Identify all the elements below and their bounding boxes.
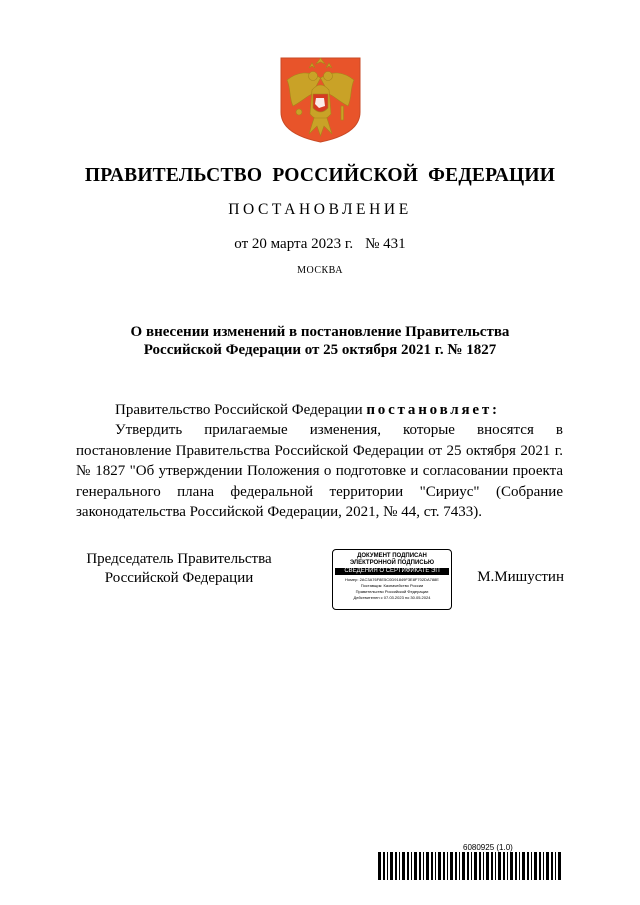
date-number-line: [0, 236, 640, 253]
barcode-bar: [383, 852, 385, 880]
barcode-bar: [495, 852, 496, 880]
barcode-bar: [527, 852, 529, 880]
barcode-bar: [443, 852, 445, 880]
document-date: от 20 марта 2023 г.: [234, 236, 354, 252]
barcode-bar: [395, 852, 397, 880]
subject-line: О внесении изменений в постановление Правительства: [130, 324, 510, 340]
barcode-bar: [531, 852, 532, 880]
barcode-bar: [431, 852, 433, 880]
barcode-bar: [539, 852, 541, 880]
barcode-bar: [407, 852, 409, 880]
document-type: ПОСТАНОВЛЕНИЕ: [228, 201, 412, 218]
barcode-bar: [455, 852, 457, 880]
barcode-bar: [419, 852, 421, 880]
barcode-bar: [402, 852, 405, 880]
stamp-serial: Номер: 2AC3A76F8E5C0D91849F3E8F702DA788E: [345, 577, 439, 582]
barcode-bar: [491, 852, 493, 880]
barcode-bar: [387, 852, 388, 880]
barcode-bar: [459, 852, 460, 880]
body-lead: Правительство Российской Федерации: [115, 402, 367, 418]
barcode-bar: [399, 852, 400, 880]
barcode-bar: [390, 852, 393, 880]
document-body: [76, 400, 563, 522]
barcode-bar: [555, 852, 556, 880]
city: МОСКВА: [297, 265, 343, 276]
position-line: Председатель Правительства: [86, 551, 272, 567]
barcode-bar: [498, 852, 501, 880]
barcode-icon: [378, 852, 564, 880]
barcode-bar: [450, 852, 453, 880]
barcode-bar: [479, 852, 481, 880]
subject-line: Российской Федерации от 25 октября 2021 г. № 1827: [143, 342, 497, 358]
stamp-title-line: ЭЛЕКТРОННОЙ ПОДПИСЬЮ: [349, 560, 435, 566]
signatory-position: [70, 550, 288, 588]
barcode-bar: [543, 852, 544, 880]
barcode-bar: [467, 852, 469, 880]
document-subject: [80, 323, 560, 359]
barcode-bar: [435, 852, 436, 880]
barcode-bar: [438, 852, 441, 880]
barcode-bar: [471, 852, 472, 880]
barcode-bar: [507, 852, 508, 880]
barcode-bar: [423, 852, 424, 880]
barcode-bar: [558, 852, 561, 880]
barcode-bar: [515, 852, 517, 880]
barcode-bar: [534, 852, 537, 880]
position-line: Российской Федерации: [104, 570, 254, 586]
barcode-bar: [447, 852, 448, 880]
barcode-bar: [510, 852, 513, 880]
government-title: ПРАВИТЕЛЬСТВО РОССИЙСКОЙ ФЕДЕРАЦИИ: [84, 165, 556, 186]
barcode-bar: [546, 852, 549, 880]
barcode-bar: [486, 852, 489, 880]
barcode-number: 6080925 (1.0): [463, 843, 513, 852]
stamp-validity: Действителен с 07.03.2023 по 30.05.2024: [353, 595, 431, 600]
barcode-bar: [503, 852, 505, 880]
barcode-bar: [522, 852, 525, 880]
resolution-verb: постановляет:: [366, 402, 500, 418]
stamp-supplier: Поставщик: Казначейство России: [360, 583, 424, 588]
stamp-cert-banner: СВЕДЕНИЯ О СЕРТИФИКАТЕ ЭП: [335, 568, 449, 575]
barcode-bar: [474, 852, 477, 880]
document-number: № 431: [365, 236, 406, 252]
stamp-title-line: ДОКУМЕНТ ПОДПИСАН: [357, 553, 427, 559]
electronic-signature-stamp: [332, 549, 452, 610]
barcode-bar: [414, 852, 417, 880]
barcode-bar: [378, 852, 381, 880]
barcode-bar: [426, 852, 429, 880]
body-paragraph: Утвердить прилагаемые изменения, которые вносятся в постановление Правительства Российской Федерации от 25 октября 2021 г. № 1827 "Об утверждении Положения о подготовке и согласовании проекта генерального плана федеральной территории "Сириус" (Собрание законодательства Российской Федерации, 2021, № 44, ст. 7433).: [76, 422, 563, 521]
barcode-bar: [551, 852, 553, 880]
stamp-title: [333, 553, 451, 567]
barcode-bar: [519, 852, 520, 880]
barcode-bar: [483, 852, 484, 880]
stamp-owner: Правительство Российской Федерации: [355, 589, 429, 594]
signatory-name: М.Мишустин: [477, 569, 564, 585]
barcode-bar: [462, 852, 465, 880]
barcode-bar: [411, 852, 412, 880]
body-paragraph: [76, 400, 563, 420]
coat-of-arms-icon: [279, 56, 362, 144]
